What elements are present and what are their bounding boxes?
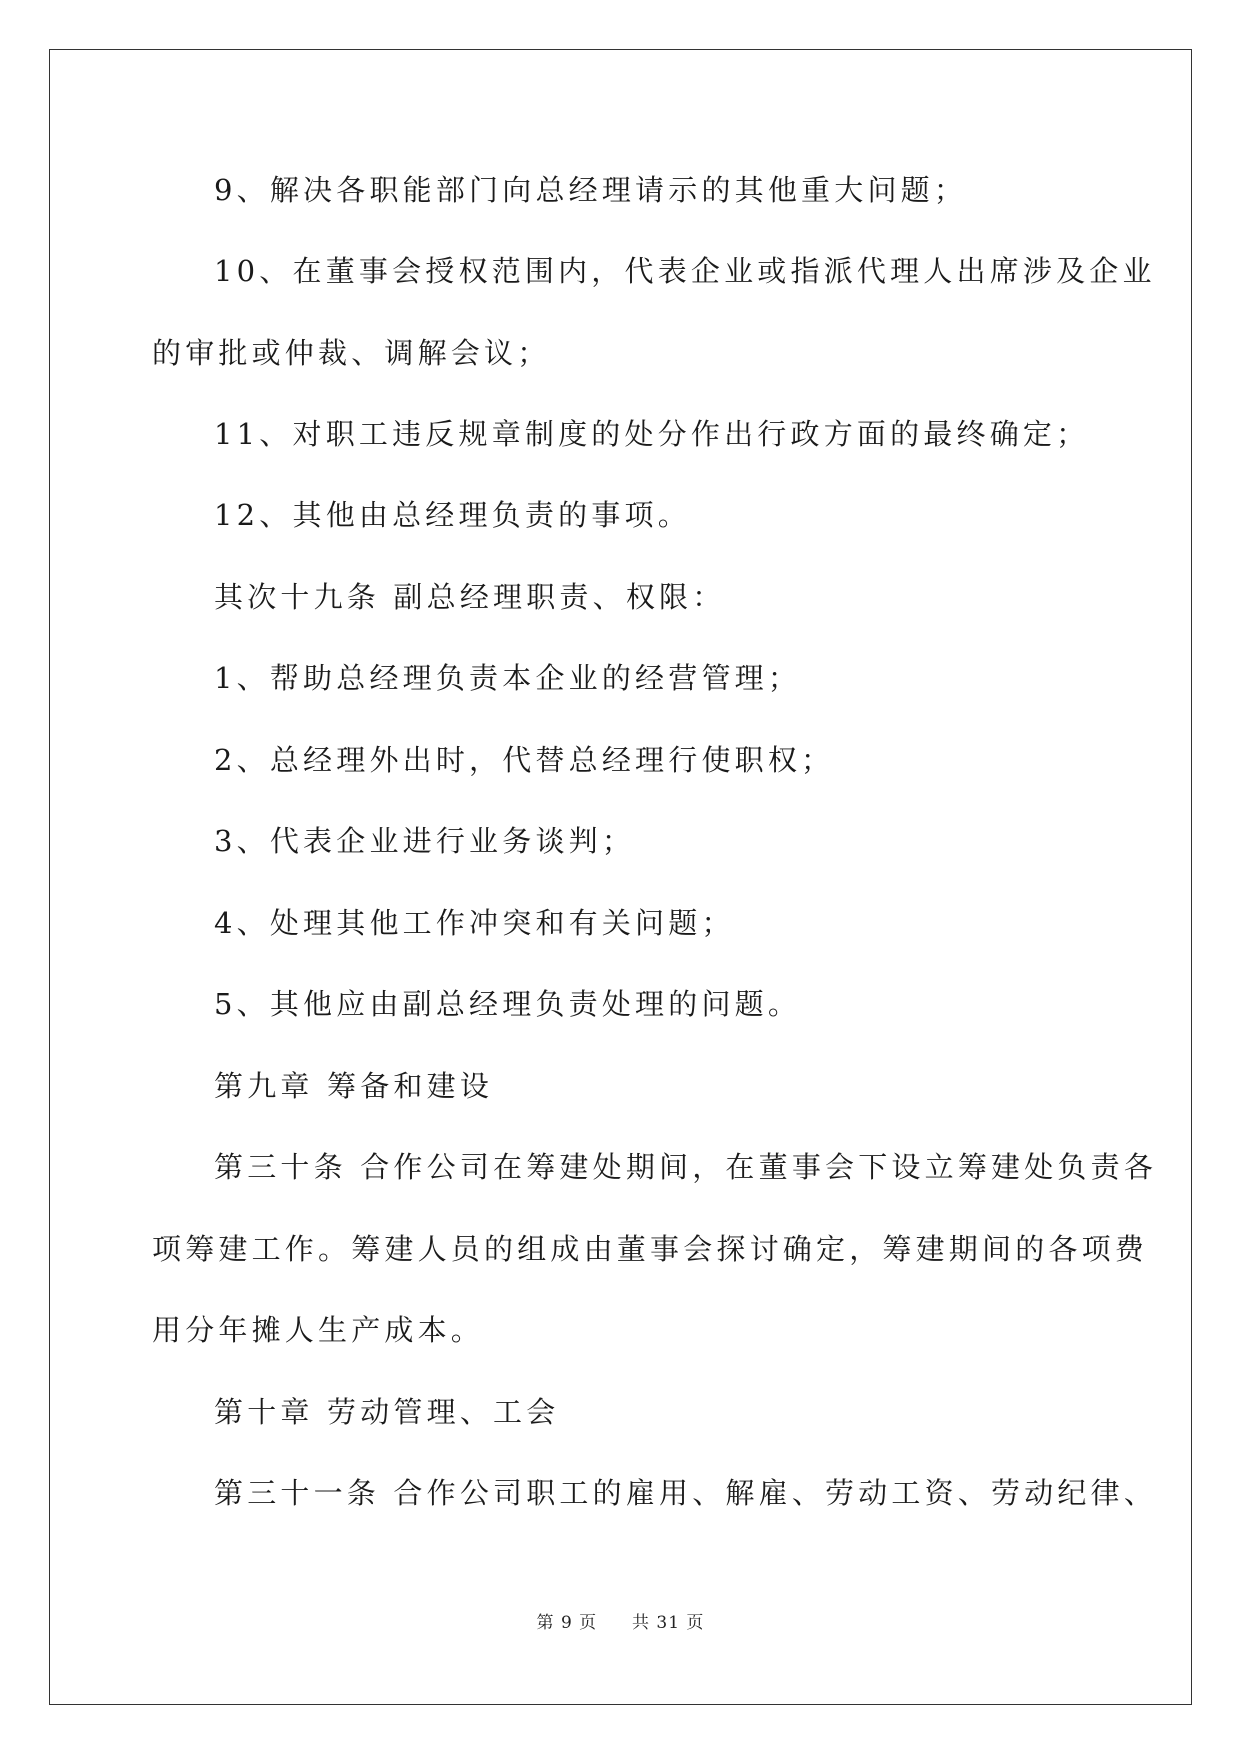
paragraph-line: 5、其他应由副总经理负责处理的问题。 — [214, 987, 802, 1021]
paragraph-line: 项筹建工作。筹建人员的组成由董事会探讨确定，筹建期间的各项费 — [152, 1232, 1149, 1266]
paragraph-line: 4、处理其他工作冲突和有关问题； — [214, 906, 735, 940]
paragraph-line: 12、其他由总经理负责的事项。 — [214, 498, 691, 532]
paragraph-line: 的审批或仲裁、调解会议； — [152, 336, 551, 370]
paragraph-line: 11、对职工违反规章制度的处分作出行政方面的最终确定； — [214, 417, 1090, 451]
chapter-heading: 第十章 劳动管理、工会 — [214, 1395, 560, 1429]
paragraph-line: 3、代表企业进行业务谈判； — [214, 824, 636, 858]
paragraph-line: 1、帮助总经理负责本企业的经营管理； — [214, 661, 802, 695]
page-number: 第 9 页 — [536, 1613, 598, 1633]
paragraph-line: 用分年摊人生产成本。 — [152, 1313, 485, 1347]
chapter-heading: 第九章 筹备和建设 — [214, 1069, 494, 1103]
section-heading: 其次十九条 副总经理职责、权限： — [214, 580, 726, 614]
total-pages: 共 31 页 — [631, 1613, 705, 1633]
page-border — [49, 49, 1192, 1705]
page-footer — [0, 1608, 1241, 1633]
paragraph-line: 2、总经理外出时，代替总经理行使职权； — [214, 743, 835, 777]
paragraph-line: 第三十条 合作公司在筹建处期间，在董事会下设立筹建处负责各 — [214, 1150, 1158, 1184]
paragraph-line: 第三十一条 合作公司职工的雇用、解雇、劳动工资、劳动纪律、 — [214, 1476, 1158, 1510]
paragraph-line: 9、解决各职能部门向总经理请示的其他重大问题； — [214, 173, 968, 207]
paragraph-line: 10、在董事会授权范围内，代表企业或指派代理人出席涉及企业 — [214, 254, 1156, 288]
